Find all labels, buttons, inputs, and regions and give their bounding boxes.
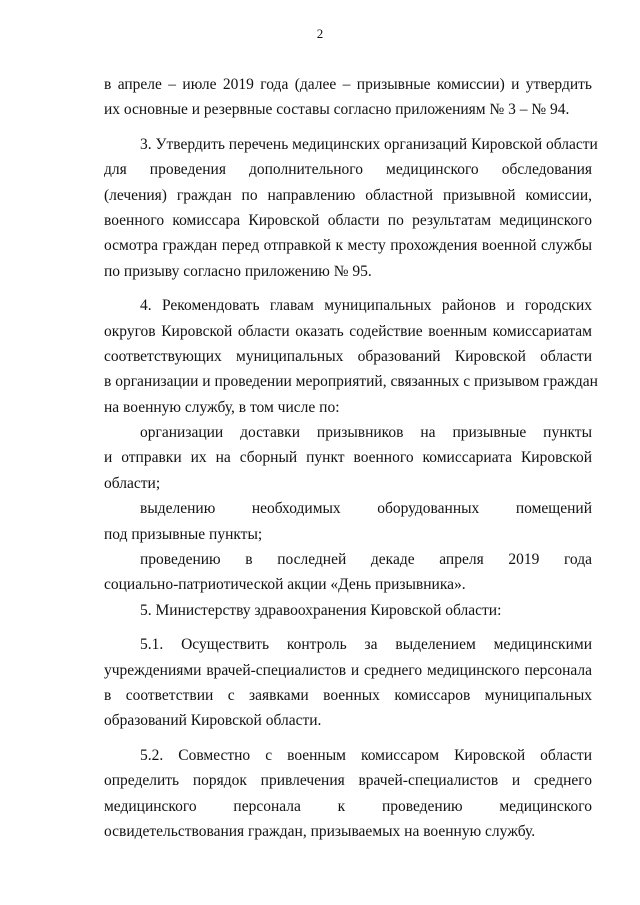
text-line: 4. Рекомендовать главам муниципальных районов и городских	[140, 297, 592, 315]
text-line: 5.2. Совместно с военным комиссаром Кировской области	[140, 746, 592, 764]
text-line: под призывные пункты;	[104, 525, 263, 543]
text-line: образований Кировской области.	[104, 712, 322, 730]
text-line: на военную службу, в том числе по:	[104, 398, 340, 416]
text-line: в апреле – июле 2019 года (далее – призывные комиссии) и утвердить	[104, 76, 592, 93]
text-line: по призыву согласно приложению № 95.	[104, 262, 372, 280]
text-line: соответствующих муниципальных образований Кировской области	[104, 347, 592, 365]
text-line: и отправки их на сборный пункт военного комиссариата Кировской	[104, 449, 592, 467]
page-number: 2	[316, 26, 324, 41]
text-line: 3. Утвердить перечень медицинских организаций Кировской области	[140, 135, 598, 153]
text-line: организации доставки призывников на призывные пункты	[140, 424, 592, 442]
text-line: 5. Министерству здравоохранения Кировской области:	[140, 601, 502, 619]
text-line: освидетельствования граждан, призываемых на военную службу.	[104, 822, 536, 840]
text-line: военного комиссара Кировской области по результатам медицинского	[104, 211, 592, 229]
paragraph-gap	[104, 734, 592, 743]
text-line: проведению в последней декаде апреля 2019 года	[140, 551, 592, 569]
paragraph-gap	[104, 623, 592, 632]
text-line: осмотра граждан перед отправкой к месту прохождения военной службы	[104, 237, 592, 255]
text-line: медицинского персонала к проведению медицинского	[104, 797, 592, 815]
document-body	[104, 72, 598, 844]
text-line: в организации и проведении мероприятий, связанных с призывом граждан	[104, 373, 598, 391]
text-line: 5.1. Осуществить контроль за выделением медицинскими	[140, 636, 592, 654]
text-line: в соответствии с заявками военных комиссаров муниципальных	[104, 686, 592, 704]
text-line: для проведения дополнительного медицинского обследования	[104, 161, 592, 179]
text-line: округов Кировской области оказать содействие военным комиссариатам	[104, 322, 592, 340]
text-line: выделению необходимых оборудованных помещений	[140, 500, 592, 518]
text-line: учреждениями врачей-специалистов и среднего медицинского персонала	[104, 661, 592, 679]
text-line: области;	[104, 474, 161, 492]
text-line: (лечения) граждан по направлению областной призывной комиссии,	[104, 186, 592, 204]
text-line: определить порядок привлечения врачей-специалистов и среднего	[104, 772, 592, 790]
paragraph-gap	[104, 284, 592, 293]
text-line: их основные и резервные составы согласно приложениям № 3 – № 94.	[104, 101, 570, 119]
paragraph-gap	[104, 123, 592, 132]
text-line: социально-патриотической акции «День призывника».	[104, 576, 466, 594]
